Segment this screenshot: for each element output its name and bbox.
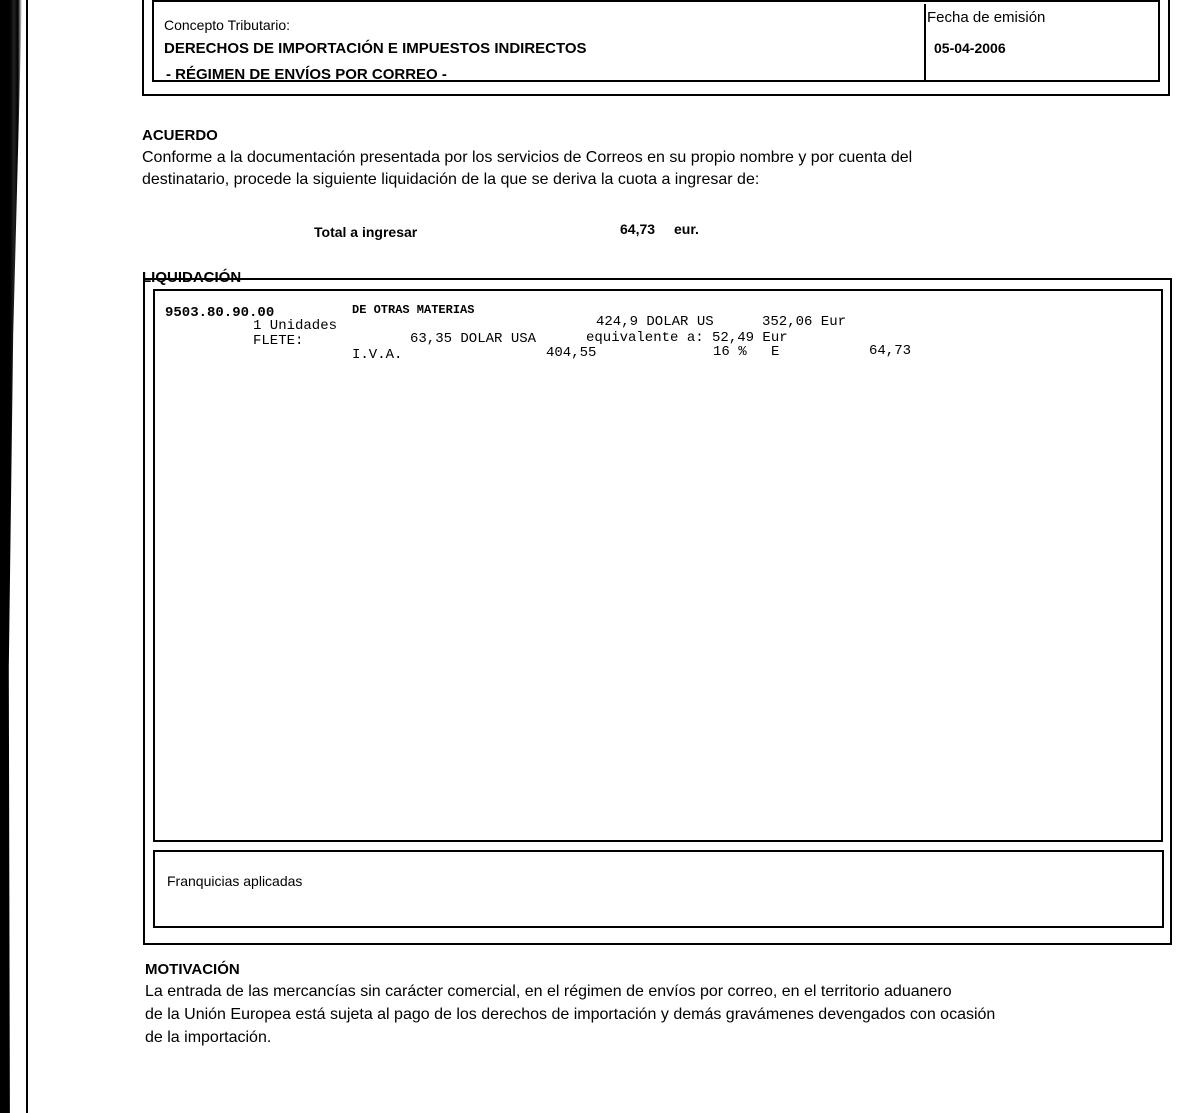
tariff-code: 9503.80.90.00 [165, 305, 275, 321]
motivacion-title: MOTIVACIÓN [145, 961, 240, 978]
iva-label: I.V.A. [352, 347, 403, 363]
franquicias-frame [153, 850, 1164, 928]
flete-equivalente: equivalente a: 52,49 Eur [586, 330, 788, 346]
amount-usd: 424,9 DOLAR US [596, 314, 714, 330]
amount-eur: 352,06 Eur [762, 314, 847, 330]
total-label: Total a ingresar [314, 224, 418, 240]
tariff-description: DE OTRAS MATERIAS [352, 303, 475, 317]
concepto-title-line2: - RÉGIMEN DE ENVÍOS POR CORREO - [166, 66, 447, 83]
franquicias-label: Franquicias aplicadas [167, 873, 303, 889]
concepto-label: Concepto Tributario: [164, 17, 291, 33]
iva-amount: 64,73 [869, 343, 912, 359]
iva-rate: 16 % [713, 344, 747, 360]
iva-code: E [771, 344, 780, 360]
liquidacion-title: LIQUIDACIÓN [142, 269, 242, 286]
fecha-value: 05-04-2006 [934, 40, 1006, 56]
motivacion-line1: La entrada de las mercancías sin carácter comercial, en el régimen de envíos por correo, en el territorio aduanero [145, 983, 952, 1000]
scan-edge-bar [0, 0, 22, 1113]
total-unit: eur. [674, 221, 699, 237]
flete-usd: 63,35 DOLAR USA [410, 331, 537, 347]
units: 1 Unidades [253, 318, 338, 334]
iva-base: 404,55 [546, 345, 597, 361]
motivacion-line3: de la importación. [145, 1029, 272, 1046]
liquidacion-inner-frame [153, 289, 1163, 842]
acuerdo-line1: Conforme a la documentación presentada por los servicios de Correos en su propio nombre y por cuenta del [142, 149, 913, 166]
acuerdo-line2: destinatario, procede la siguiente liquidación de la que se deriva la cuota a ingresar de: [142, 171, 760, 188]
total-value: 64,73 [620, 221, 656, 237]
fecha-label: Fecha de emisión [927, 9, 1046, 26]
motivacion-line2: de la Unión Europea está sujeta al pago de los derechos de importación y demás gravámenes devengados con ocasión [145, 1006, 996, 1023]
scan-edge-line [26, 0, 28, 1113]
acuerdo-title: ACUERDO [142, 127, 218, 144]
flete-label: FLETE: [253, 333, 304, 349]
header-divider [924, 4, 926, 82]
concepto-title-line1: DERECHOS DE IMPORTACIÓN E IMPUESTOS INDIRECTOS [164, 40, 587, 57]
